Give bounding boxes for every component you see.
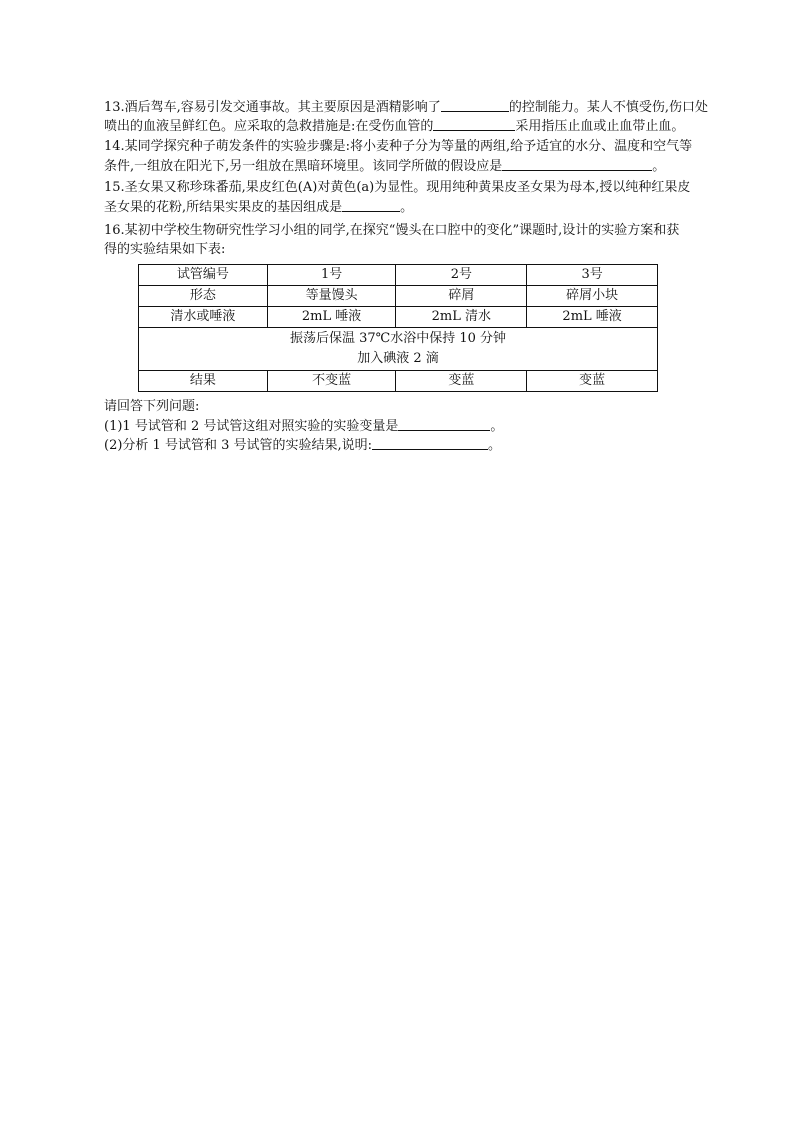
q16-subquestions [104,397,704,454]
table-cell: 形态 [139,286,268,307]
q15-end: 。 [400,200,414,215]
q16-sub1-text: (1)1 号试管和 2 号试管这组对照实验的实验变量是 [104,419,399,434]
question-13 [104,97,724,135]
q14-line-1: 14.某同学探究种子萌发条件的实验步骤是:将小麦种子分为等量的两组,给予适宜的水分、温度和空气等 [104,139,693,154]
table-cell: 3号 [527,265,658,286]
table-row-form [139,286,658,307]
question-16 [104,221,724,259]
q15-text: 圣女果的花粉,所结果实果皮的基因组成是 [104,200,343,215]
q15-line-2 [104,197,724,216]
q13-text-4: 采用指压止血或止血带止血。 [515,119,685,134]
q13-blank-1[interactable] [441,97,509,112]
table-row-procedure [139,328,658,371]
table-cell: 等量馒头 [267,286,396,307]
q16-sub2-text: (2)分析 1 号试管和 3 号试管的实验结果,说明: [104,438,372,453]
q13-line-2 [104,116,724,135]
table-cell: 2号 [396,265,527,286]
question-15 [104,178,724,216]
table-cell: 2mL 清水 [396,307,527,328]
table-cell: 2mL 唾液 [527,307,658,328]
q16-sub2-end: 。 [488,438,502,453]
q14-text: 条件,一组放在阳光下,另一组放在黑暗环境里。该同学所做的假设应是 [104,159,503,174]
table-cell: 变蓝 [527,371,658,392]
experiment-table [138,264,658,392]
q15-line-1: 15.圣女果又称珍珠番茄,果皮红色(A)对黄色(a)为显性。现用纯种黄果皮圣女果为母本,授以纯种红果皮 [104,180,691,195]
q13-text-2: 的控制能力。某人不慎受伤,伤口处 [508,100,708,115]
q14-blank[interactable] [502,156,652,171]
q14-end: 。 [652,159,666,174]
table-cell: 变蓝 [396,371,527,392]
q16-line-2: 得的实验结果如下表: [104,242,226,257]
table-cell: 碎屑小块 [527,286,658,307]
question-14 [104,137,724,175]
table-cell: 清水或唾液 [139,307,268,328]
q16-sub1-blank[interactable] [398,416,490,431]
table-merged-cell [139,328,658,371]
table-row-header [139,265,658,286]
table-cell: 不变蓝 [267,371,396,392]
table-row-liquid [139,307,658,328]
q16-sub2-blank[interactable] [372,435,488,450]
q15-blank[interactable] [342,197,400,212]
q16-sub-1 [104,416,704,435]
table-cell: 结果 [139,371,268,392]
q13-text-3: 喷出的血液呈鲜红色。应采取的急救措施是:在受伤血管的 [104,119,434,134]
q16-sub1-end: 。 [490,419,504,434]
table-row-result [139,371,658,392]
q14-line-2 [104,156,724,175]
q16-sub-2 [104,435,704,454]
q13-blank-2[interactable] [433,116,515,131]
table-cell: 碎屑 [396,286,527,307]
procedure-line-1: 振荡后保温 37℃水浴中保持 10 分钟 [289,331,507,346]
q16-line-1: 16.某初中学校生物研究性学习小组的同学,在探究“馒头在口腔中的变化”课题时,设计的实验方案和获 [104,223,680,238]
table-cell: 2mL 唾液 [267,307,396,328]
table-cell: 试管编号 [139,265,268,286]
table-cell: 1号 [267,265,396,286]
q13-text-1: 13.酒后驾车,容易引发交通事故。其主要原因是酒精影响了 [104,100,441,115]
q13-line-1 [104,97,724,116]
q16-prompt: 请回答下列问题: [104,399,200,414]
procedure-line-2: 加入碘液 2 滴 [357,351,439,366]
